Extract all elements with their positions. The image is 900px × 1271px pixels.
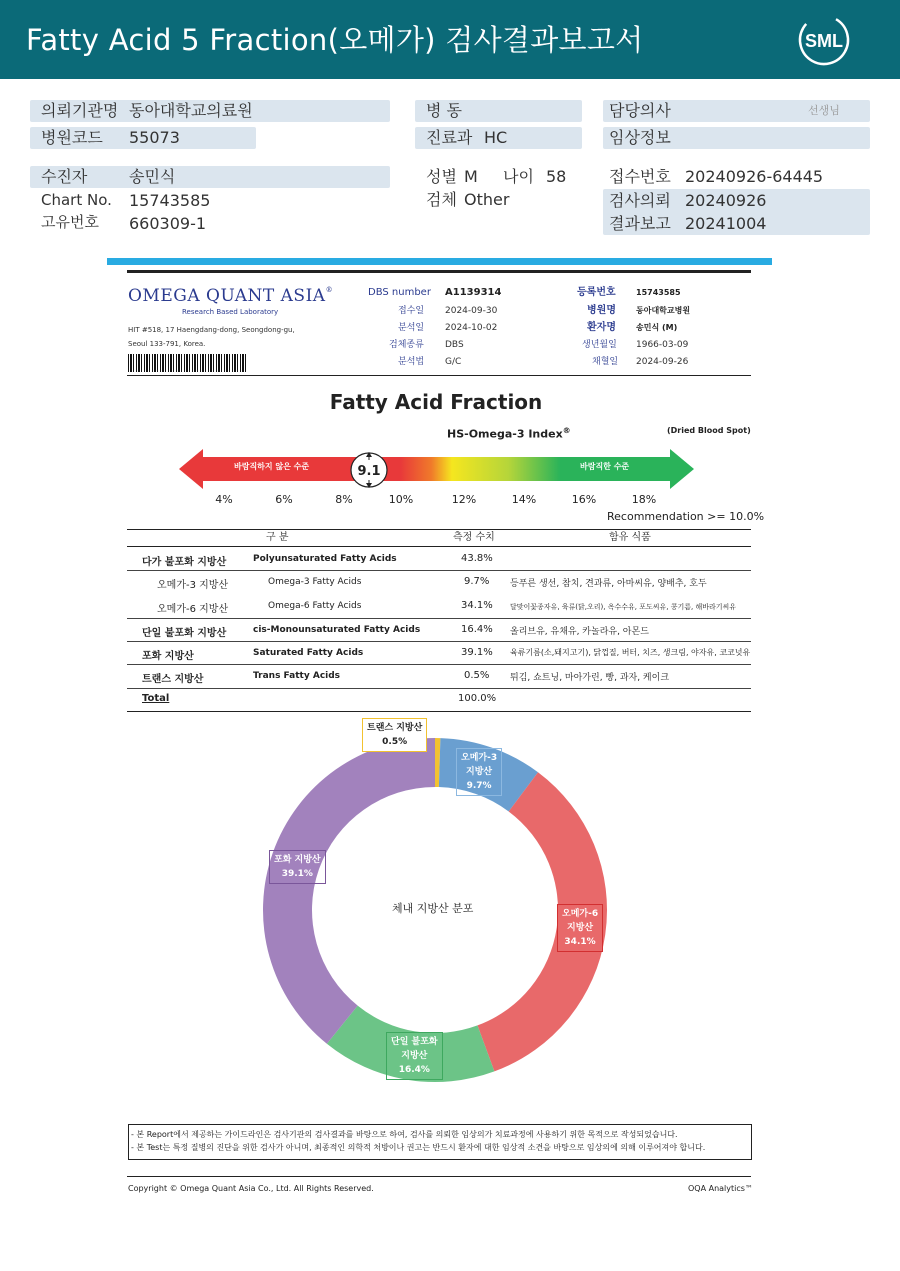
donut-slice-saturated (263, 738, 435, 1044)
hospital-name-label: 병원명 (587, 305, 616, 316)
request-label: 검사의뢰 (609, 191, 671, 210)
receipt-no-label: 접수번호 (609, 167, 671, 186)
index-tick-label: 12% (451, 493, 477, 506)
received-value: 2024-09-30 (445, 306, 498, 316)
divider-bar (107, 258, 772, 265)
row-omega3-en: Omega-3 Fatty Acids (268, 577, 362, 587)
row-omega6-food: 달맞이꽃종자유, 육류(닭,오리), 옥수수유, 포도씨유, 콩기름, 해바라기씨유 (510, 603, 737, 611)
doctor-suffix: 선생님 (808, 104, 840, 117)
index-tick-label: 16% (571, 493, 597, 506)
oqa-subtitle: Research Based Laboratory (182, 308, 279, 316)
donut-label-omega6: 오메가-6 지방산 34.1% (557, 904, 603, 952)
hospital-code-value: 55073 (129, 128, 180, 147)
row-omega6-en: Omega-6 Fatty Acids (268, 601, 362, 611)
row-mono-food: 올리브유, 유채유, 카놀라유, 아몬드 (510, 627, 649, 637)
sex-value: M (464, 167, 478, 186)
dob-value: 1966-03-09 (636, 340, 689, 350)
row-rule (127, 641, 751, 642)
index-tick-label: 4% (215, 493, 233, 506)
analyzed-label: 분석일 (398, 323, 425, 333)
dob-label: 생년월일 (582, 340, 617, 350)
table-top-rule (127, 529, 751, 530)
oqa-address-1: HIT #518, 17 Haengdang-dong, Seongdong-gu, (128, 326, 295, 334)
specimen-label: 검체 (426, 190, 457, 209)
dbs-value: A1139314 (445, 287, 502, 298)
row-sat-en: Saturated Fatty Acids (253, 648, 364, 658)
row-omega3-kr: 오메가-3 지방산 (157, 580, 229, 591)
row-sat-food: 육류기름(소,돼지고기), 닭껍질, 버터, 치즈, 생크림, 야자유, 코코넛유 (510, 648, 751, 657)
row-sat-value: 39.1% (461, 647, 493, 658)
undesirable-label: 바람직하지 않은 수준 (234, 462, 310, 471)
report-title: Fatty Acid 5 Fraction(오메가) 검사결과보고서 (26, 23, 644, 57)
row-mono-en: cis-Monounsaturated Fatty Acids (253, 625, 421, 635)
index-tick-label: 8% (335, 493, 353, 506)
footer-rule (127, 1176, 751, 1177)
sample-type-value: DBS (445, 340, 464, 350)
patient-label: 수진자 (41, 167, 88, 186)
patient-value: 송민식 (129, 167, 176, 186)
copyright: Copyright © Omega Quant Asia Co., Ltd. All Rights Reserved. (128, 1184, 374, 1193)
top-rule (127, 270, 751, 273)
desirable-label: 바람직한 수준 (580, 462, 630, 471)
oqa-info-rule (127, 375, 751, 376)
received-label: 접수일 (398, 306, 425, 316)
row-omega3-value: 9.7% (464, 576, 490, 587)
col-header-category: 구 분 (266, 532, 289, 543)
barcode (128, 354, 246, 372)
oqa-logo-text: OMEGA QUANT ASIA® (128, 286, 334, 306)
method-value: G/C (445, 357, 462, 367)
row-trans-value: 0.5% (464, 670, 490, 681)
dbs-note: (Dried Blood Spot) (667, 426, 751, 435)
donut-chart-title: 체내 지방산 분포 (392, 902, 474, 915)
row-omega3-food: 등푸른 생선, 참치, 견과류, 아마씨유, 양배추, 호두 (510, 579, 707, 589)
row-trans-food: 튀김, 쇼트닝, 마아가린, 빵, 과자, 케이크 (510, 673, 670, 683)
row-poly-kr: 다가 불포화 지방산 (142, 557, 227, 568)
unique-no-value: 660309-1 (129, 214, 207, 233)
hospital-code-label: 병원코드 (41, 128, 103, 147)
department-value: HC (484, 128, 508, 147)
row-poly-value: 43.8% (461, 553, 493, 564)
donut-label-mono: 단일 불포화 지방산 16.4% (386, 1032, 443, 1080)
row-trans-kr: 트랜스 지방산 (142, 674, 204, 685)
sex-label: 성별 (426, 167, 457, 186)
row-sat-kr: 포화 지방산 (142, 651, 194, 662)
age-label: 나이 (503, 167, 534, 186)
oqa-address-2: Seoul 133-791, Korea. (128, 340, 206, 348)
col-header-food: 함유 식품 (609, 532, 651, 543)
collected-label: 채혈일 (592, 357, 619, 367)
row-trans-en: Trans Fatty Acids (253, 671, 341, 681)
index-value-marker (349, 450, 389, 490)
institution-label: 의뢰기관명 (41, 101, 119, 120)
sml-logo (792, 12, 856, 68)
ward-label: 병 동 (426, 101, 462, 120)
clinical-info-label: 임상정보 (609, 128, 671, 147)
row-rule (127, 688, 751, 689)
row-omega6-value: 34.1% (461, 600, 493, 611)
index-tick-label: 14% (511, 493, 537, 506)
row-total-label: Total (142, 693, 170, 704)
age-value: 58 (546, 167, 567, 186)
sample-type-label: 검체종류 (389, 340, 424, 350)
index-subtitle: HS-Omega-3 Index® (447, 426, 571, 441)
reg-no-value: 15743585 (636, 288, 681, 297)
specimen-value: Other (464, 190, 510, 209)
index-value: 9.1 (357, 464, 381, 479)
unique-no-label: 고유번호 (41, 213, 99, 231)
table-header-rule (127, 546, 751, 547)
doctor-label: 담당의사 (609, 101, 671, 120)
row-mono-kr: 단일 불포화 지방산 (142, 628, 227, 639)
row-rule (127, 664, 751, 665)
fatty-acid-fraction-title: Fatty Acid Fraction (329, 390, 543, 414)
patient-name-value: 송민식 (M) (636, 323, 678, 332)
department-label: 진료과 (426, 128, 473, 147)
recommendation: Recommendation >= 10.0% (607, 510, 765, 523)
donut-label-omega3: 오메가-3 지방산 9.7% (456, 748, 502, 796)
request-value: 20240926 (685, 191, 767, 210)
chart-no-value: 15743585 (129, 191, 211, 210)
table-bottom-rule (127, 711, 751, 712)
patient-name-label: 환자명 (587, 322, 616, 333)
hospital-name-value: 동아대학교병원 (636, 306, 691, 315)
disclaimer-line-1: - 본 Report에서 제공하는 가이드라인은 검사기관의 검사결과를 바탕으로 하여, 검사를 의뢰한 임상의가 치료과정에 사용하기 위한 목적으로 작성되었습니다. (131, 1130, 678, 1139)
report-value: 20241004 (685, 214, 767, 233)
reg-no-label: 등록번호 (577, 287, 616, 298)
dbs-label: DBS number (368, 287, 431, 298)
row-poly-en: Polyunsaturated Fatty Acids (253, 554, 397, 564)
row-rule (127, 618, 751, 619)
index-tick-label: 10% (388, 493, 414, 506)
donut-label-trans: 트랜스 지방산 0.5% (362, 718, 427, 752)
row-total-value: 100.0% (458, 693, 497, 704)
institution-value: 동아대학교의료원 (129, 101, 253, 120)
disclaimer-line-2: - 본 Test는 특정 질병의 진단을 위한 검사가 아니며, 최종적인 의학적 처방이나 권고는 반드시 환자에 대한 임상적 소견을 바탕으로 임상의에 의해 이루어져야 합니다. (131, 1143, 706, 1152)
oqa-analytics: OQA Analytics™ (688, 1184, 753, 1193)
logo-text: SML (805, 31, 843, 51)
row-rule (127, 570, 751, 571)
col-header-value: 측정 수치 (453, 532, 495, 543)
method-label: 분석법 (398, 357, 425, 367)
receipt-no-value: 20240926-64445 (685, 167, 824, 186)
report-label: 결과보고 (609, 214, 671, 233)
row-omega6-kr: 오메가-6 지방산 (157, 604, 229, 615)
index-tick-label: 6% (275, 493, 293, 506)
row-mono-value: 16.4% (461, 624, 493, 635)
analyzed-value: 2024-10-02 (445, 323, 498, 333)
index-tick-label: 18% (631, 493, 657, 506)
collected-value: 2024-09-26 (636, 357, 689, 367)
donut-label-saturated: 포화 지방산 39.1% (269, 850, 326, 884)
chart-no-label: Chart No. (41, 191, 112, 209)
